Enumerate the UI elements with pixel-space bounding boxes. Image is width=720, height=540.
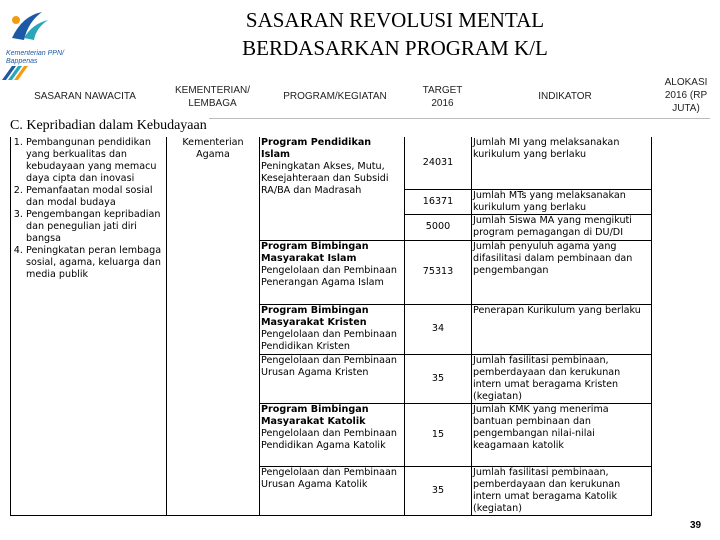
program-cell: Program Bimbingan Masyarakat Katolik Pengelolaan dan Pembinaan Pendidikan Agama Katolik	[260, 403, 405, 466]
header-program: PROGRAM/KEGIATAN	[283, 91, 387, 102]
indikator-cell: Jumlah KMK yang menerima bantuan pembinaan dan pengembangan nilai-nilai keagamaan katolik	[472, 403, 652, 466]
target-cell: 75313	[405, 240, 472, 304]
program-cell: Program Pendidikan Islam Peningkatan Akses, Mutu, Kesejahteraan dan Subsidi RA/BA dan Madrasah	[260, 137, 405, 240]
list-item: 3. Pengembangan kepribadian dan penegulian jati diri bangsa	[26, 209, 165, 245]
program-cell: Pengelolaan dan Pembinaan Urusan Agama Katolik	[260, 466, 405, 515]
header-alokasi: ALOKASI 2016 (RP JUTA)	[664, 77, 708, 114]
indikator-cell: Jumlah fasilitasi pembinaan, pemberdayaan dan kerukunan intern umat beragama Kristen (kegiatan)	[472, 354, 652, 403]
list-item: 2. Pemanfaatan modal sosial dan modal budaya	[26, 185, 165, 209]
header-nawacita: SASARAN NAWACITA	[34, 91, 136, 102]
logo-stripe-icon	[2, 66, 30, 80]
table-row	[11, 137, 652, 189]
kementerian-cell: Kementerian Agama	[167, 137, 260, 515]
target-cell: 15	[405, 403, 472, 466]
page-title: SASARAN REVOLUSI MENTAL BERDASARKAN PROGRAM K/L	[242, 8, 548, 60]
section-title: C. Kepribadian dalam Kebudayaan	[10, 118, 207, 133]
program-table	[10, 137, 652, 516]
indikator-cell: Jumlah penyuluh agama yang difasilitasi dalam pembinaan dan pengembangan	[472, 240, 652, 304]
nawacita-list	[11, 137, 167, 515]
target-cell: 35	[405, 354, 472, 403]
indikator-cell: Jumlah MI yang melaksanakan kurikulum yang berlaku	[472, 137, 652, 189]
header-target: TARGET 2016	[422, 85, 463, 109]
logo-mark-icon	[2, 8, 62, 48]
page-number: 39	[690, 520, 702, 531]
target-cell: 35	[405, 466, 472, 515]
indikator-cell: Jumlah Siswa MA yang mengikuti program pemagangan di DU/DI	[472, 214, 652, 240]
indikator-cell: Jumlah fasilitasi pembinaan, pemberdayaan dan kerukunan intern umat beragama Katolik (kegiatan)	[472, 466, 652, 515]
indikator-cell: Penerapan Kurikulum yang berlaku	[472, 304, 652, 354]
target-cell: 5000	[405, 214, 472, 240]
list-item: 1. Pembangunan pendidikan yang berkualitas dan kebudayaan yang memacu daya cipta dan inovasi	[26, 137, 165, 185]
program-cell: Pengelolaan dan Pembinaan Urusan Agama Kristen	[260, 354, 405, 403]
program-cell: Program Bimbingan Masyarakat Islam Pengelolaan dan Pembinaan Penerangan Agama Islam	[260, 240, 405, 304]
program-cell: Program Bimbingan Masyarakat Kristen Pengelolaan dan Pembinaan Pendidikan Kristen	[260, 304, 405, 354]
target-cell: 16371	[405, 189, 472, 214]
header-kementerian: KEMENTERIAN/ LEMBAGA	[174, 85, 250, 109]
logo	[2, 8, 82, 78]
header-indikator: INDIKATOR	[538, 91, 592, 102]
target-cell: 34	[405, 304, 472, 354]
target-cell: 24031	[405, 137, 472, 189]
indikator-cell: Jumlah MTs yang melaksanakan kurikulum yang berlaku	[472, 189, 652, 214]
list-item: 4. Peningkatan peran lembaga sosial, agama, keluarga dan media publik	[26, 245, 165, 281]
logo-text: Kementerian PPN/ Bappenas	[6, 50, 64, 65]
